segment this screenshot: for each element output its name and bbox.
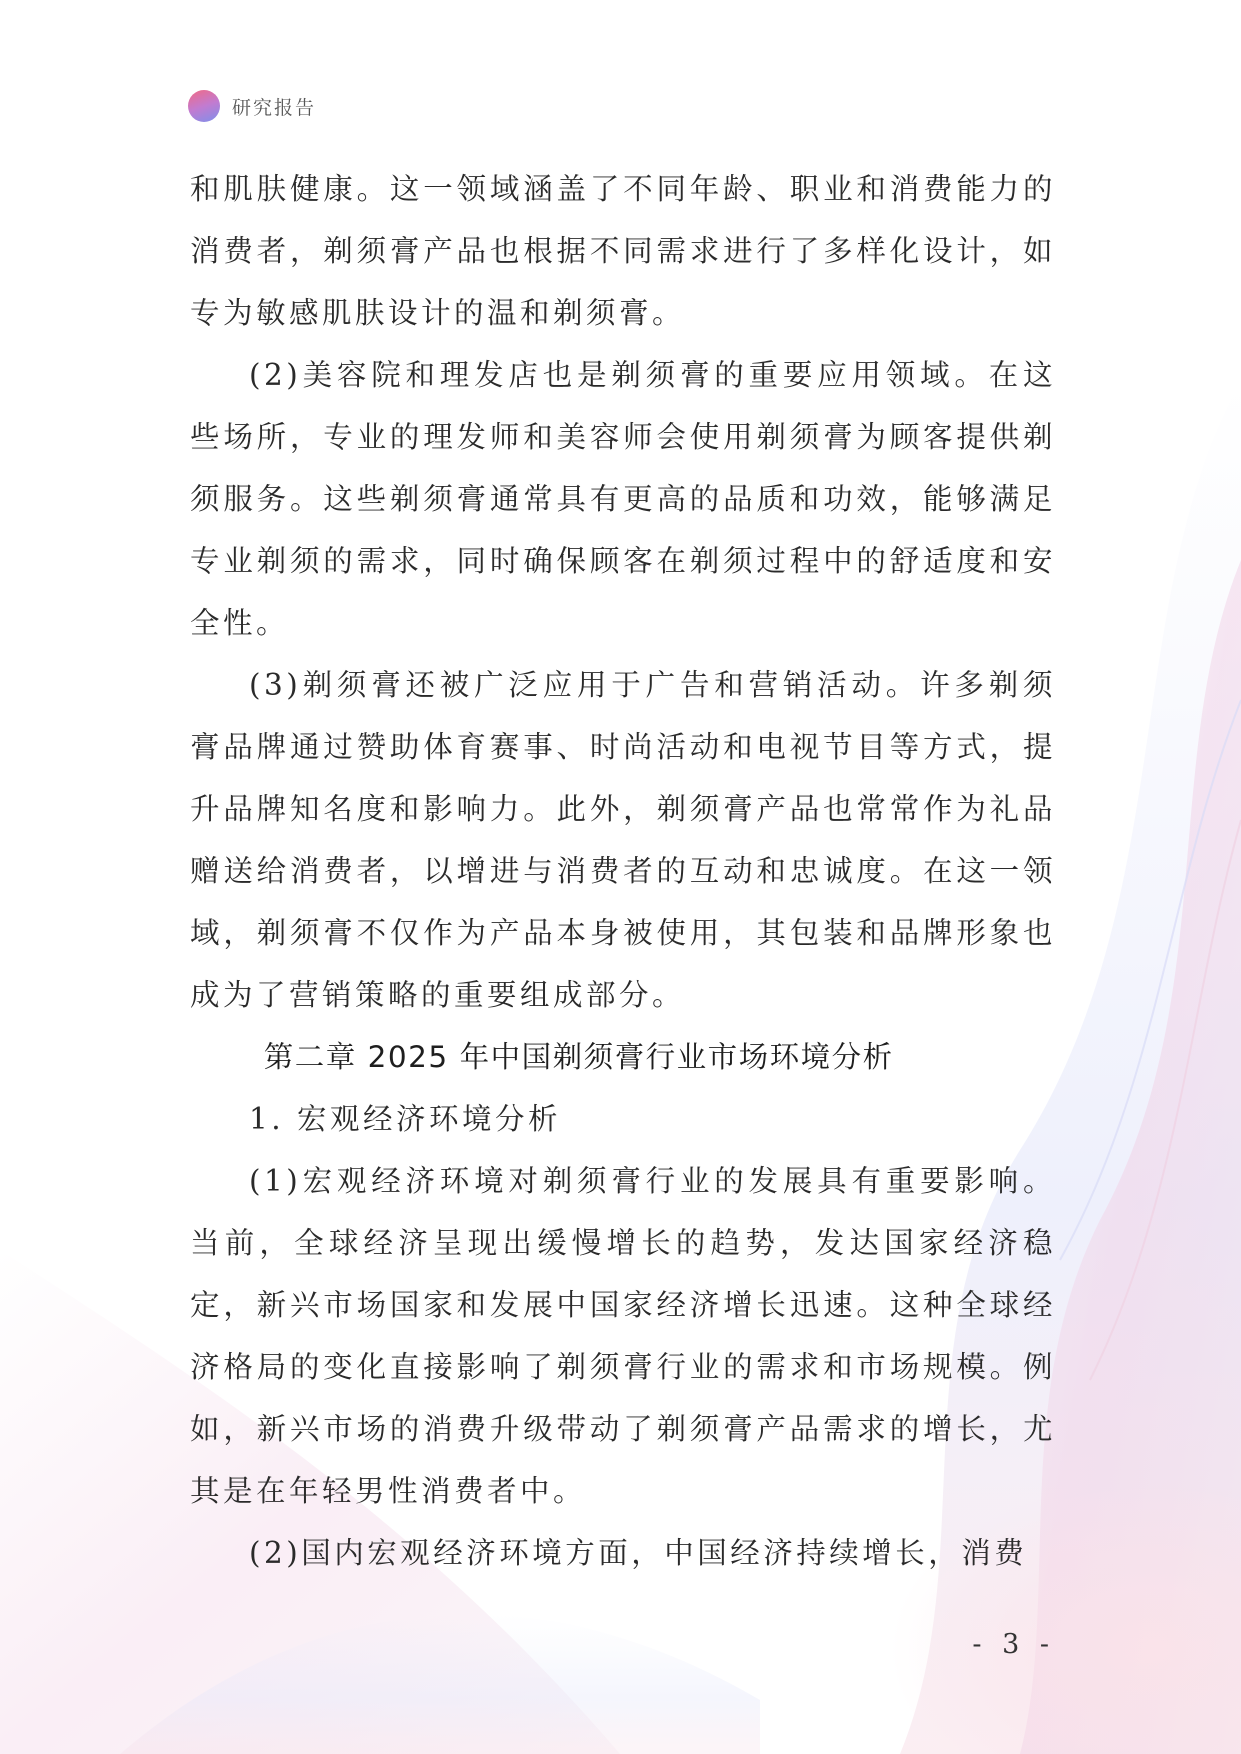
paragraph-3: (3)剃须膏还被广泛应用于广告和营销活动。许多剃须膏品牌通过赞助体育赛事、时尚活动和电视节目等方式，提升品牌知名度和影响力。此外，剃须膏产品也常常作为礼品赠送给消费者，以增进与消费者的互动和忠诚度。在这一领域，剃须膏不仅作为产品本身被使用，其包装和品牌形象也成为了营销策略的重要组成部分。 (190, 668, 1056, 1012)
paragraph-5: (2)国内宏观经济环境方面，中国经济持续增长，消费 (249, 1536, 1028, 1570)
logo-circle-icon (188, 90, 220, 122)
header-label: 研究报告 (232, 96, 317, 119)
chapter-title: 第二章 2025 年中国剃须膏行业市场环境分析 (263, 1040, 894, 1074)
section-title: 1. 宏观经济环境分析 (249, 1102, 562, 1136)
document-body (190, 158, 1056, 1584)
page-number: - 3 - (972, 1629, 1055, 1660)
page-header (188, 89, 316, 123)
paragraph-continued: 和肌肤健康。这一领域涵盖了不同年龄、职业和消费能力的消费者，剃须膏产品也根据不同需求进行了多样化设计，如专为敏感肌肤设计的温和剃须膏。 (190, 172, 1056, 330)
paragraph-4: (1)宏观经济环境对剃须膏行业的发展具有重要影响。当前，全球经济呈现出缓慢增长的趋势，发达国家经济稳定，新兴市场国家和发展中国家经济增长迅速。这种全球经济格局的变化直接影响了剃须膏行业的需求和市场规模。例如，新兴市场的消费升级带动了剃须膏产品需求的增长，尤其是在年轻男性消费者中。 (190, 1164, 1056, 1508)
paragraph-2: (2)美容院和理发店也是剃须膏的重要应用领域。在这些场所，专业的理发师和美容师会使用剃须膏为顾客提供剃须服务。这些剃须膏通常具有更高的品质和功效，能够满足专业剃须的需求，同时确保顾客在剃须过程中的舒适度和安全性。 (190, 358, 1056, 640)
